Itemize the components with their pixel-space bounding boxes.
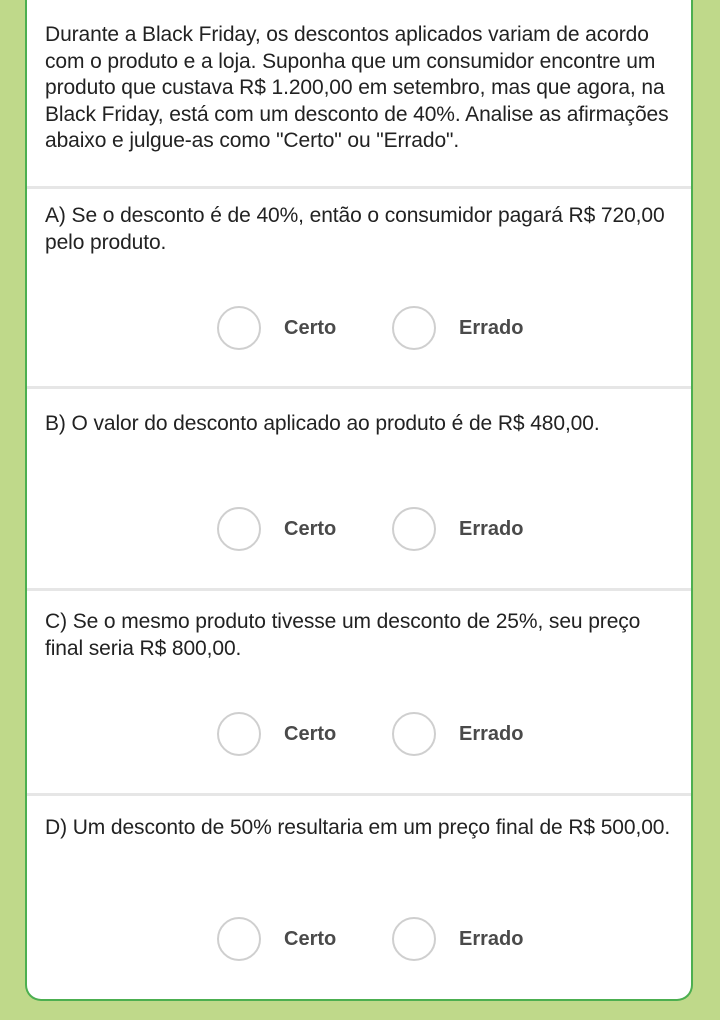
option-label: Certo	[284, 722, 337, 745]
question-intro: Durante a Black Friday, os descontos aplicados variam de acordo com o produto e a loja. Suponha que um consumidor encontre um produto que custava R$ 1.200,00 em setembro, mas que agora, na Black Friday, está com um desconto de 40%. Analise as afirmações abaixo e julgue-as como "Certo" ou "Errado".	[45, 23, 669, 152]
divider	[27, 793, 691, 796]
divider	[27, 186, 691, 189]
option-label: Certo	[284, 517, 337, 540]
divider	[27, 386, 691, 389]
radio-button[interactable]	[217, 507, 261, 551]
option-label: Errado	[459, 517, 524, 540]
question-a-option-errado[interactable]	[392, 304, 523, 352]
radio-button[interactable]	[392, 712, 436, 756]
radio-button[interactable]	[217, 917, 261, 961]
option-label: Certo	[284, 927, 337, 950]
radio-button[interactable]	[392, 917, 436, 961]
divider	[27, 588, 691, 591]
option-label: Certo	[284, 316, 337, 339]
question-d-text: D) Um desconto de 50% resultaria em um preço final de R$ 500,00.	[45, 816, 671, 839]
question-a-options	[27, 304, 691, 352]
question-d-options	[27, 915, 691, 963]
question-c-option-errado[interactable]	[392, 710, 523, 758]
question-d-option-errado[interactable]	[392, 915, 523, 963]
question-b-text: B) O valor do desconto aplicado ao produto é de R$ 480,00.	[45, 412, 600, 435]
question-a-option-certo[interactable]	[217, 304, 336, 352]
option-label: Errado	[459, 722, 524, 745]
question-b-option-errado[interactable]	[392, 505, 523, 553]
quiz-card	[25, 0, 693, 1001]
question-c-option-certo[interactable]	[217, 710, 336, 758]
option-label: Errado	[459, 316, 524, 339]
radio-button[interactable]	[217, 712, 261, 756]
radio-button[interactable]	[392, 306, 436, 350]
question-b-options	[27, 505, 691, 553]
question-b-option-certo[interactable]	[217, 505, 336, 553]
question-c-text: C) Se o mesmo produto tivesse um desconto de 25%, seu preço final seria R$ 800,00.	[45, 610, 641, 660]
question-a-text: A) Se o desconto é de 40%, então o consumidor pagará R$ 720,00 pelo produto.	[45, 204, 665, 254]
radio-button[interactable]	[217, 306, 261, 350]
option-label: Errado	[459, 927, 524, 950]
question-d-option-certo[interactable]	[217, 915, 336, 963]
radio-button[interactable]	[392, 507, 436, 551]
question-c-options	[27, 710, 691, 758]
